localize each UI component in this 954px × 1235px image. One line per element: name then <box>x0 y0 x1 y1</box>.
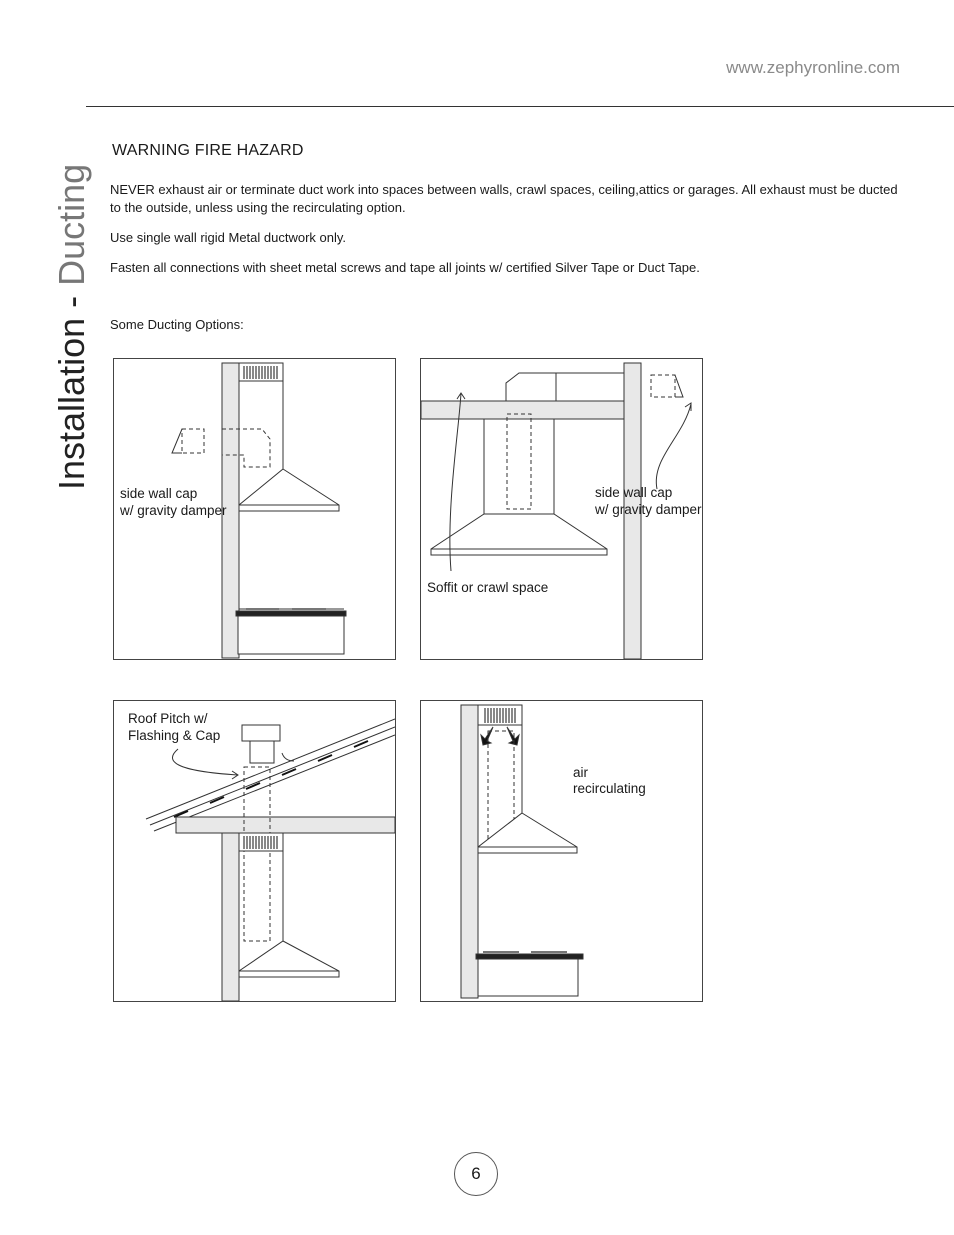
page-number: 6 <box>454 1152 498 1196</box>
section-title-main: Installation - <box>51 285 92 490</box>
header-rule <box>86 106 954 107</box>
section-title <box>52 164 92 490</box>
gravity-damper-label: w/ gravity damper <box>120 503 227 518</box>
roof-diagram <box>113 700 396 1002</box>
section-title-sub: Ducting <box>51 163 92 286</box>
air-label: air <box>573 765 589 780</box>
recirculating-illustration <box>421 701 702 1001</box>
soffit-diagram <box>420 358 703 660</box>
flashing-cap-label: Flashing & Cap <box>128 728 221 743</box>
side-wall-diagram <box>113 358 396 660</box>
recirculating-diagram <box>420 700 703 1002</box>
roof-pitch-label: Roof Pitch w/ <box>128 711 208 726</box>
website-url: www.zephyronline.com <box>726 58 900 77</box>
soffit-side-wall-cap-label: side wall cap <box>595 485 673 500</box>
options-caption: Some Ducting Options: <box>110 317 244 332</box>
roof-illustration <box>114 701 395 1001</box>
warning-paragraph: NEVER exhaust air or terminate duct work into spaces between walls, crawl spaces, ceiling,attics or garages. All exhaust must be ducted to the outside, unless using the recirculating option. <box>110 182 898 215</box>
side-wall-cap-label: side wall cap <box>120 486 198 501</box>
warning-heading: WARNING FIRE HAZARD <box>112 142 304 159</box>
recirculating-label: recirculating <box>573 781 646 796</box>
ductwork-paragraph: Use single wall rigid Metal ductwork only. <box>110 230 347 245</box>
soffit-gravity-damper-label: w/ gravity damper <box>595 502 702 517</box>
soffit-label: Soffit or crawl space <box>427 580 549 595</box>
fasten-paragraph: Fasten all connections with sheet metal screws and tape all joints w/ certified Silver Tape or Duct Tape. <box>110 260 700 275</box>
